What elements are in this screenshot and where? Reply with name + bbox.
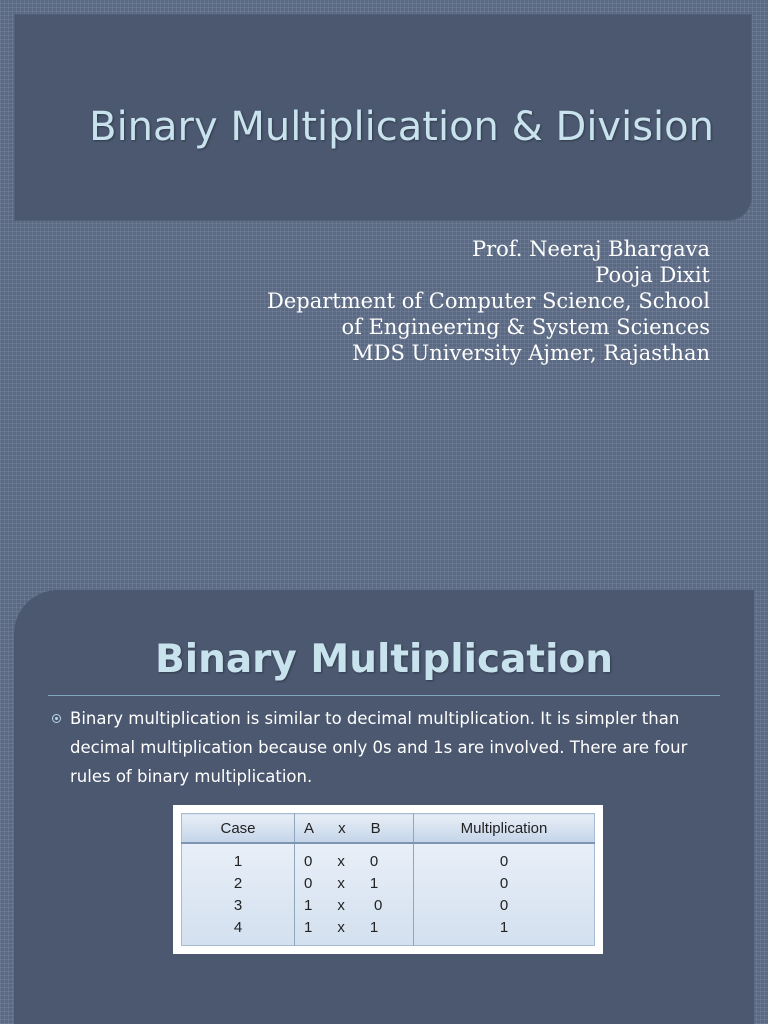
author-line: Prof. Neeraj Bhargava [471,237,710,261]
header-ab-text: A x B [304,819,381,837]
cell-ab [295,917,414,946]
table-row [182,843,595,872]
cell-ab-text: 0 x 0 [304,852,379,870]
header-a-times-b [295,814,414,844]
multiplication-rules-table [173,805,603,954]
cell-result: 0 [499,897,509,915]
cell-result: 0 [499,852,509,870]
cell-ab [295,894,414,916]
table-row [182,872,595,894]
slide-binary-multiplication [0,512,768,1024]
cell-case: 2 [182,872,295,894]
author-line: of Engineering & System Sciences [341,315,710,339]
table-row [182,917,595,946]
author-line: MDS University Ajmer, Rajasthan [352,341,710,365]
table-header-row [182,814,595,844]
cell-ab [295,843,414,872]
cell-ab-text: 1 x 1 [304,919,379,937]
table-row [182,894,595,916]
cell-ab-text: 1 x 0 [304,897,383,915]
bullet-text: Binary multiplication is similar to decimal multiplication. It is simpler than decimal multiplication because only 0s and 1s are involved. There are four rules of binary multiplication. [70,709,688,786]
cell-case: 1 [182,843,295,872]
author-line: Department of Computer Science, School [267,289,710,313]
cell-result: 1 [499,919,509,937]
rules-table [181,813,595,946]
cell-result: 0 [499,874,509,892]
author-block [110,236,710,366]
author-line: Pooja Dixit [595,263,710,287]
header-multiplication: Multiplication [414,814,595,844]
cell-ab [295,872,414,894]
cell-case: 3 [182,894,295,916]
title-divider [48,695,720,696]
header-case: Case [182,814,295,844]
cell-case: 4 [182,917,295,946]
cell-ab-text: 0 x 1 [304,874,379,892]
bullet-icon [52,714,61,723]
section-title: Binary Multiplication [154,637,614,682]
presentation-title: Binary Multiplication & Division [89,104,714,150]
